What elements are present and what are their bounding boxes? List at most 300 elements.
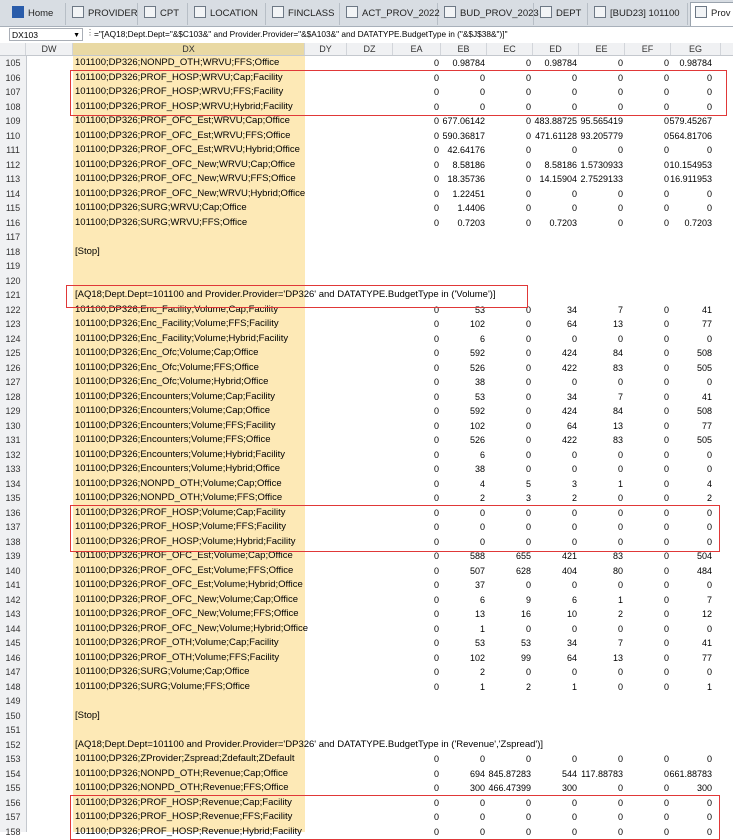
- cell-value[interactable]: 0: [473, 346, 531, 361]
- cell-value[interactable]: 77: [654, 317, 712, 332]
- cell-dx[interactable]: 101100;DP326;PROF_OFC_New;WRVU;FFS;Office: [75, 172, 296, 187]
- cell-value[interactable]: 0: [381, 187, 439, 202]
- cell-dx[interactable]: 101100;DP326;PROF_HOSP;Volume;Hybrid;Facility: [75, 535, 296, 550]
- cell-value[interactable]: 0: [519, 665, 577, 680]
- cell-value[interactable]: 10.154953: [654, 158, 712, 173]
- cell-value[interactable]: 505: [654, 433, 712, 448]
- cell-dx[interactable]: 101100;DP326;Encounters;Volume;Cap;Facility: [75, 390, 275, 405]
- cell-dx[interactable]: 101100;DP326;PROF_OFC_Est;WRVU;Cap;Office: [75, 114, 290, 129]
- cell-value[interactable]: 5: [473, 477, 531, 492]
- cell-value[interactable]: 0: [381, 85, 439, 100]
- cell-value[interactable]: 0: [381, 593, 439, 608]
- cell-value[interactable]: 0: [427, 85, 485, 100]
- tab-dept[interactable]: [536, 3, 588, 25]
- row-number[interactable]: 146: [0, 651, 26, 666]
- row-number[interactable]: 110: [0, 129, 26, 144]
- row-number[interactable]: 150: [0, 709, 26, 724]
- row-number[interactable]: 155: [0, 781, 26, 796]
- cell-value[interactable]: 0: [654, 143, 712, 158]
- cell-dx[interactable]: 101100;DP326;Enc_Facility;Volume;Hybrid;Facility: [75, 332, 288, 347]
- cell-value[interactable]: 0: [473, 433, 531, 448]
- cell-value[interactable]: 0: [611, 462, 669, 477]
- cell-value[interactable]: 0: [611, 71, 669, 86]
- cell-value[interactable]: 0: [611, 346, 669, 361]
- tab-prov[interactable]: [690, 2, 733, 26]
- cell-dx[interactable]: 101100;DP326;SURG;WRVU;FFS;Office: [75, 216, 247, 231]
- cell-value[interactable]: 0: [519, 71, 577, 86]
- cell-value[interactable]: 0: [565, 332, 623, 347]
- cell-value[interactable]: 0: [381, 491, 439, 506]
- cell-dx[interactable]: 101100;DP326;Enc_Facility;Volume;FFS;Facility: [75, 317, 279, 332]
- row-number[interactable]: 129: [0, 404, 26, 419]
- row-number[interactable]: 107: [0, 85, 26, 100]
- cell-value[interactable]: 34: [519, 390, 577, 405]
- cell-dx[interactable]: 101100;DP326;PROF_OFC_Est;Volume;FFS;Office: [75, 564, 293, 579]
- cell-value[interactable]: 0: [381, 129, 439, 144]
- cell-value[interactable]: 0: [381, 71, 439, 86]
- cell-value[interactable]: 0: [473, 375, 531, 390]
- cell-value[interactable]: 102: [427, 651, 485, 666]
- cell-value[interactable]: 0: [611, 390, 669, 405]
- row-number[interactable]: 122: [0, 303, 26, 318]
- cell-value[interactable]: 2: [427, 491, 485, 506]
- cell-value[interactable]: 505: [654, 361, 712, 376]
- cell-value[interactable]: 0: [473, 810, 531, 825]
- cell-value[interactable]: 424: [519, 404, 577, 419]
- cell-value[interactable]: 0: [519, 825, 577, 840]
- cell-dx[interactable]: 101100;DP326;PROF_HOSP;WRVU;Hybrid;Facility: [75, 100, 293, 115]
- cell-value[interactable]: 1: [427, 680, 485, 695]
- row-number[interactable]: 142: [0, 593, 26, 608]
- cell-value[interactable]: 0.7203: [427, 216, 485, 231]
- tab-bud-prov-2023[interactable]: [440, 3, 534, 25]
- cell-value[interactable]: 0: [654, 448, 712, 463]
- cell-value[interactable]: 0: [381, 665, 439, 680]
- cell-value[interactable]: 0: [381, 607, 439, 622]
- cell-value[interactable]: 592: [427, 346, 485, 361]
- row-number[interactable]: 152: [0, 738, 26, 753]
- row-number[interactable]: 124: [0, 332, 26, 347]
- cell-value[interactable]: 64: [519, 317, 577, 332]
- cell-value[interactable]: 300: [519, 781, 577, 796]
- cell-value[interactable]: 0: [473, 100, 531, 115]
- cell-dx[interactable]: 101100;DP326;PROF_HOSP;Volume;FFS;Facility: [75, 520, 286, 535]
- cell-value[interactable]: 0: [565, 448, 623, 463]
- cell-value[interactable]: 6: [427, 332, 485, 347]
- cell-value[interactable]: 0.7203: [519, 216, 577, 231]
- cell-value[interactable]: 0: [473, 404, 531, 419]
- cell-dx[interactable]: 101100;DP326;PROF_OFC_Est;WRVU;FFS;Office: [75, 129, 290, 144]
- cell-value[interactable]: 422: [519, 361, 577, 376]
- cell-value[interactable]: 0: [654, 100, 712, 115]
- cell-dx[interactable]: 101100;DP326;ZProvider;Zspread;Zdefault;ZDefault: [75, 752, 295, 767]
- cell-value[interactable]: 80: [565, 564, 623, 579]
- cell-dx[interactable]: 101100;DP326;PROF_HOSP;WRVU;FFS;Facility: [75, 85, 283, 100]
- chevron-down-icon[interactable]: ▼: [73, 29, 80, 42]
- row-number[interactable]: 128: [0, 390, 26, 405]
- cell-value[interactable]: 0: [381, 114, 439, 129]
- cell-value[interactable]: 0: [381, 549, 439, 564]
- cell-value[interactable]: 53: [427, 636, 485, 651]
- cell-value[interactable]: 0: [611, 549, 669, 564]
- cell-dx[interactable]: 101100;DP326;PROF_OFC_Est;Volume;Hybrid;Office: [75, 578, 303, 593]
- cell-value[interactable]: 0.98784: [427, 56, 485, 71]
- cell-value[interactable]: 0: [473, 172, 531, 187]
- cell-value[interactable]: 0: [565, 781, 623, 796]
- row-number[interactable]: 148: [0, 680, 26, 695]
- column-header-eb[interactable]: EB: [441, 43, 487, 55]
- cell-value[interactable]: 0: [654, 462, 712, 477]
- cell-value[interactable]: 0: [565, 825, 623, 840]
- cell-value[interactable]: 0: [519, 578, 577, 593]
- cell-dx[interactable]: 101100;DP326;PROF_OFC_Est;WRVU;Hybrid;Office: [75, 143, 300, 158]
- cell-value[interactable]: 0: [611, 825, 669, 840]
- cell-value[interactable]: 2.7529133: [565, 172, 623, 187]
- cell-value[interactable]: 0: [427, 796, 485, 811]
- cell-value[interactable]: 3: [473, 491, 531, 506]
- cell-value[interactable]: 41: [654, 303, 712, 318]
- row-number[interactable]: 126: [0, 361, 26, 376]
- cell-value[interactable]: 0: [519, 332, 577, 347]
- cell-value[interactable]: 0: [611, 665, 669, 680]
- cell-value[interactable]: 0: [381, 506, 439, 521]
- cell-value[interactable]: 508: [654, 346, 712, 361]
- cell-value[interactable]: 0: [611, 172, 669, 187]
- cell-value[interactable]: 42.64176: [427, 143, 485, 158]
- cell-value[interactable]: 2: [565, 607, 623, 622]
- row-number[interactable]: 106: [0, 71, 26, 86]
- cell-value[interactable]: 0: [381, 100, 439, 115]
- cell-value[interactable]: 0: [611, 564, 669, 579]
- row-number[interactable]: 157: [0, 810, 26, 825]
- cell-value[interactable]: 0: [519, 143, 577, 158]
- cell-value[interactable]: 0: [611, 56, 669, 71]
- cell-value[interactable]: 0: [565, 810, 623, 825]
- cell-value[interactable]: 0: [611, 317, 669, 332]
- cell-value[interactable]: 0: [654, 796, 712, 811]
- cell-value[interactable]: 471.61128: [519, 129, 577, 144]
- cell-value[interactable]: 0: [565, 520, 623, 535]
- spreadsheet-grid[interactable]: [0, 56, 733, 832]
- cell-value[interactable]: 18.35736: [427, 172, 485, 187]
- cell-value[interactable]: 0: [381, 767, 439, 782]
- cell-value[interactable]: 0: [565, 375, 623, 390]
- cell-value[interactable]: 0: [611, 433, 669, 448]
- cell-value[interactable]: 13: [565, 651, 623, 666]
- cell-value[interactable]: 0: [381, 433, 439, 448]
- cell-value[interactable]: 0: [473, 71, 531, 86]
- row-number[interactable]: 117: [0, 230, 26, 245]
- row-number[interactable]: 114: [0, 187, 26, 202]
- column-header-ed[interactable]: ED: [533, 43, 579, 55]
- row-number[interactable]: 143: [0, 607, 26, 622]
- cell-value[interactable]: 507: [427, 564, 485, 579]
- cell-value[interactable]: 579.45267: [654, 114, 712, 129]
- row-number[interactable]: 127: [0, 375, 26, 390]
- cell-value[interactable]: 12: [654, 607, 712, 622]
- cell-value[interactable]: 0: [381, 390, 439, 405]
- row-number[interactable]: 108: [0, 100, 26, 115]
- cell-dx[interactable]: 101100;DP326;Encounters;Volume;Cap;Office: [75, 404, 270, 419]
- cell-value[interactable]: 0: [611, 158, 669, 173]
- tab-provider[interactable]: [68, 3, 138, 25]
- cell-value[interactable]: 0: [427, 100, 485, 115]
- select-all-corner[interactable]: [0, 43, 26, 55]
- tab-act-prov-2022[interactable]: [342, 3, 438, 25]
- cell-value[interactable]: 0: [565, 491, 623, 506]
- cell-value[interactable]: 1.5730933: [565, 158, 623, 173]
- cell-value[interactable]: 0: [519, 462, 577, 477]
- cell-value[interactable]: 0: [519, 810, 577, 825]
- cell-value[interactable]: 64: [519, 419, 577, 434]
- cell-value[interactable]: 2: [519, 491, 577, 506]
- cell-dx[interactable]: 101100;DP326;Enc_Ofc;Volume;Hybrid;Office: [75, 375, 268, 390]
- cell-value[interactable]: 0: [427, 71, 485, 86]
- cell-value[interactable]: 0: [654, 535, 712, 550]
- cell-value[interactable]: 0: [381, 636, 439, 651]
- formula-input[interactable]: ="[AQ18;Dept.Dept="&$C103&" and Provider.Provider="&$A103&" and DATATYPE.BudgetType in ("&$J$38&")]": [94, 28, 728, 41]
- cell-value[interactable]: 628: [473, 564, 531, 579]
- cell-value[interactable]: 0: [473, 332, 531, 347]
- cell-value[interactable]: 99: [473, 651, 531, 666]
- row-number[interactable]: 130: [0, 419, 26, 434]
- cell-value[interactable]: 421: [519, 549, 577, 564]
- cell-value[interactable]: 300: [654, 781, 712, 796]
- row-number[interactable]: 141: [0, 578, 26, 593]
- cell-value[interactable]: 0: [611, 622, 669, 637]
- row-number[interactable]: 154: [0, 767, 26, 782]
- cell-dx[interactable]: [AQ18;Dept.Dept=101100 and Provider.Provider='DP326' and DATATYPE.BudgetType in ('Revenue','Zspread')]: [75, 738, 543, 753]
- cell-value[interactable]: 38: [427, 462, 485, 477]
- cell-value[interactable]: 677.06142: [427, 114, 485, 129]
- cell-value[interactable]: 0.98784: [654, 56, 712, 71]
- cell-value[interactable]: 0: [381, 172, 439, 187]
- cell-value[interactable]: 0: [654, 85, 712, 100]
- row-number[interactable]: 153: [0, 752, 26, 767]
- cell-value[interactable]: 0: [611, 491, 669, 506]
- cell-dx[interactable]: 101100;DP326;PROF_OFC_New;WRVU;Cap;Office: [75, 158, 295, 173]
- cell-value[interactable]: 1.22451: [427, 187, 485, 202]
- cell-value[interactable]: 2: [427, 665, 485, 680]
- cell-dx[interactable]: 101100;DP326;PROF_HOSP;Revenue;FFS;Facility: [75, 810, 292, 825]
- cell-value[interactable]: 0: [381, 651, 439, 666]
- cell-value[interactable]: 0: [611, 752, 669, 767]
- cell-value[interactable]: 93.205779: [565, 129, 623, 144]
- cell-value[interactable]: 0: [381, 564, 439, 579]
- cell-value[interactable]: 0: [381, 346, 439, 361]
- cell-value[interactable]: 0: [565, 201, 623, 216]
- row-number[interactable]: 138: [0, 535, 26, 550]
- cell-value[interactable]: 77: [654, 419, 712, 434]
- cell-value[interactable]: 53: [427, 303, 485, 318]
- cell-value[interactable]: 0: [427, 535, 485, 550]
- cell-value[interactable]: 7: [565, 390, 623, 405]
- cell-value[interactable]: 0: [611, 114, 669, 129]
- cell-value[interactable]: 0: [381, 361, 439, 376]
- cell-dx[interactable]: 101100;DP326;NONPD_OTH;Volume;FFS;Office: [75, 491, 282, 506]
- cell-dx[interactable]: 101100;DP326;Enc_Ofc;Volume;FFS;Office: [75, 361, 259, 376]
- cell-value[interactable]: 0: [565, 622, 623, 637]
- cell-value[interactable]: 37: [427, 578, 485, 593]
- cell-value[interactable]: 0: [473, 825, 531, 840]
- cell-dx[interactable]: [Stop]: [75, 245, 100, 260]
- cell-value[interactable]: 0: [611, 303, 669, 318]
- row-number[interactable]: 139: [0, 549, 26, 564]
- row-number[interactable]: 145: [0, 636, 26, 651]
- cell-dx[interactable]: 101100;DP326;PROF_HOSP;Volume;Cap;Facility: [75, 506, 286, 521]
- cell-value[interactable]: 0: [654, 622, 712, 637]
- cell-dx[interactable]: 101100;DP326;Encounters;Volume;Hybrid;Facility: [75, 448, 285, 463]
- cell-value[interactable]: 0: [473, 622, 531, 637]
- row-number[interactable]: 105: [0, 56, 26, 71]
- cell-value[interactable]: 0: [519, 201, 577, 216]
- cell-value[interactable]: 655: [473, 549, 531, 564]
- cell-value[interactable]: 2: [654, 491, 712, 506]
- cell-value[interactable]: 84: [565, 346, 623, 361]
- cell-value[interactable]: 7: [654, 593, 712, 608]
- cell-value[interactable]: 2: [473, 680, 531, 695]
- cell-value[interactable]: 0: [473, 158, 531, 173]
- cell-dx[interactable]: 101100;DP326;Encounters;Volume;FFS;Office: [75, 433, 271, 448]
- cell-value[interactable]: 0: [381, 201, 439, 216]
- cell-value[interactable]: 0: [381, 332, 439, 347]
- cell-value[interactable]: 0: [654, 375, 712, 390]
- cell-value[interactable]: 0: [519, 85, 577, 100]
- row-number[interactable]: 120: [0, 274, 26, 289]
- tab-home[interactable]: [8, 3, 66, 25]
- row-number[interactable]: 147: [0, 665, 26, 680]
- cell-dx[interactable]: 101100;DP326;SURG;Volume;Cap;Office: [75, 665, 249, 680]
- cell-value[interactable]: 0: [473, 187, 531, 202]
- cell-value[interactable]: 661.88783: [654, 767, 712, 782]
- cell-value[interactable]: 0: [519, 752, 577, 767]
- cell-value[interactable]: 0: [427, 506, 485, 521]
- cell-value[interactable]: 300: [427, 781, 485, 796]
- row-number[interactable]: 137: [0, 520, 26, 535]
- row-number[interactable]: 121: [0, 288, 26, 303]
- cell-dx[interactable]: 101100;DP326;PROF_HOSP;Revenue;Hybrid;Facility: [75, 825, 302, 840]
- cell-value[interactable]: 77: [654, 651, 712, 666]
- cell-value[interactable]: 34: [519, 303, 577, 318]
- row-number[interactable]: 134: [0, 477, 26, 492]
- cell-value[interactable]: 7: [565, 303, 623, 318]
- cell-value[interactable]: 0: [654, 578, 712, 593]
- cell-value[interactable]: 8.58186: [519, 158, 577, 173]
- cell-value[interactable]: 0: [611, 448, 669, 463]
- cell-value[interactable]: 0: [611, 535, 669, 550]
- column-header-ef[interactable]: EF: [625, 43, 671, 55]
- cell-value[interactable]: 0: [565, 578, 623, 593]
- cell-value[interactable]: 0: [611, 810, 669, 825]
- cell-value[interactable]: 0: [381, 375, 439, 390]
- cell-value[interactable]: 0: [473, 129, 531, 144]
- cell-value[interactable]: 0: [381, 796, 439, 811]
- cell-value[interactable]: 1: [427, 622, 485, 637]
- cell-value[interactable]: 0: [427, 520, 485, 535]
- cell-value[interactable]: 0: [611, 361, 669, 376]
- cell-value[interactable]: 0: [611, 375, 669, 390]
- cell-value[interactable]: 0: [565, 665, 623, 680]
- row-number[interactable]: 112: [0, 158, 26, 173]
- cell-dx[interactable]: 101100;DP326;PROF_OFC_New;Volume;Hybrid;Office: [75, 622, 308, 637]
- cell-dx[interactable]: 101100;DP326;NONPD_OTH;Volume;Cap;Office: [75, 477, 282, 492]
- cell-value[interactable]: 0: [565, 462, 623, 477]
- cell-value[interactable]: 588: [427, 549, 485, 564]
- cell-dx[interactable]: 101100;DP326;Encounters;Volume;Hybrid;Office: [75, 462, 280, 477]
- cell-value[interactable]: 0: [473, 361, 531, 376]
- cell-value[interactable]: 0: [473, 56, 531, 71]
- cell-value[interactable]: 0: [611, 477, 669, 492]
- cell-value[interactable]: 0: [427, 825, 485, 840]
- cell-value[interactable]: 0: [565, 680, 623, 695]
- cell-dx[interactable]: [AQ18;Dept.Dept=101100 and Provider.Provider='DP326' and DATATYPE.BudgetType in ('Volume')]: [75, 288, 496, 303]
- cell-value[interactable]: 0: [611, 520, 669, 535]
- row-number[interactable]: 156: [0, 796, 26, 811]
- cell-value[interactable]: 0: [519, 506, 577, 521]
- cell-value[interactable]: 1: [565, 477, 623, 492]
- cell-value[interactable]: 0: [381, 520, 439, 535]
- row-number[interactable]: 119: [0, 259, 26, 274]
- cell-value[interactable]: 0: [611, 85, 669, 100]
- cell-value[interactable]: 0: [611, 781, 669, 796]
- cell-value[interactable]: 53: [473, 636, 531, 651]
- name-box[interactable]: [9, 28, 83, 41]
- cell-value[interactable]: 0: [565, 71, 623, 86]
- cell-value[interactable]: 16.911953: [654, 172, 712, 187]
- cell-value[interactable]: 0: [473, 216, 531, 231]
- cell-dx[interactable]: 101100;DP326;PROF_HOSP;Revenue;Cap;Facility: [75, 796, 292, 811]
- cell-value[interactable]: 424: [519, 346, 577, 361]
- cell-value[interactable]: 0: [611, 404, 669, 419]
- cell-value[interactable]: 0: [381, 448, 439, 463]
- cell-value[interactable]: 0: [427, 810, 485, 825]
- cell-value[interactable]: 102: [427, 317, 485, 332]
- cell-value[interactable]: 0: [611, 636, 669, 651]
- cell-value[interactable]: 38: [427, 375, 485, 390]
- cell-value[interactable]: 0: [565, 187, 623, 202]
- cell-value[interactable]: 694: [427, 767, 485, 782]
- cell-value[interactable]: 0: [611, 607, 669, 622]
- column-header-dw[interactable]: DW: [26, 43, 73, 55]
- column-header-eg[interactable]: EG: [671, 43, 721, 55]
- tab-cpt[interactable]: [140, 3, 188, 25]
- cell-value[interactable]: 1: [519, 680, 577, 695]
- row-number[interactable]: 111: [0, 143, 26, 158]
- cell-value[interactable]: 83: [565, 549, 623, 564]
- cell-value[interactable]: 0: [473, 85, 531, 100]
- cell-value[interactable]: 422: [519, 433, 577, 448]
- cell-value[interactable]: 0: [473, 317, 531, 332]
- cell-value[interactable]: 0: [565, 535, 623, 550]
- cell-value[interactable]: 0: [565, 216, 623, 231]
- cell-value[interactable]: 0: [381, 810, 439, 825]
- cell-value[interactable]: 526: [427, 433, 485, 448]
- column-header-dy[interactable]: DY: [305, 43, 347, 55]
- tab-location[interactable]: [190, 3, 266, 25]
- cell-value[interactable]: 41: [654, 390, 712, 405]
- cell-value[interactable]: 0: [473, 448, 531, 463]
- cell-value[interactable]: 0: [565, 56, 623, 71]
- cell-value[interactable]: 0: [611, 129, 669, 144]
- cell-value[interactable]: 0: [611, 100, 669, 115]
- cell-value[interactable]: 0: [519, 622, 577, 637]
- cell-value[interactable]: 0: [654, 187, 712, 202]
- cell-dx[interactable]: 101100;DP326;Enc_Ofc;Volume;Cap;Office: [75, 346, 258, 361]
- cell-value[interactable]: 64: [519, 651, 577, 666]
- cell-value[interactable]: 14.15904: [519, 172, 577, 187]
- cell-dx[interactable]: 101100;DP326;NONPD_OTH;Revenue;FFS;Office: [75, 781, 289, 796]
- cell-value[interactable]: 466.47399: [473, 781, 531, 796]
